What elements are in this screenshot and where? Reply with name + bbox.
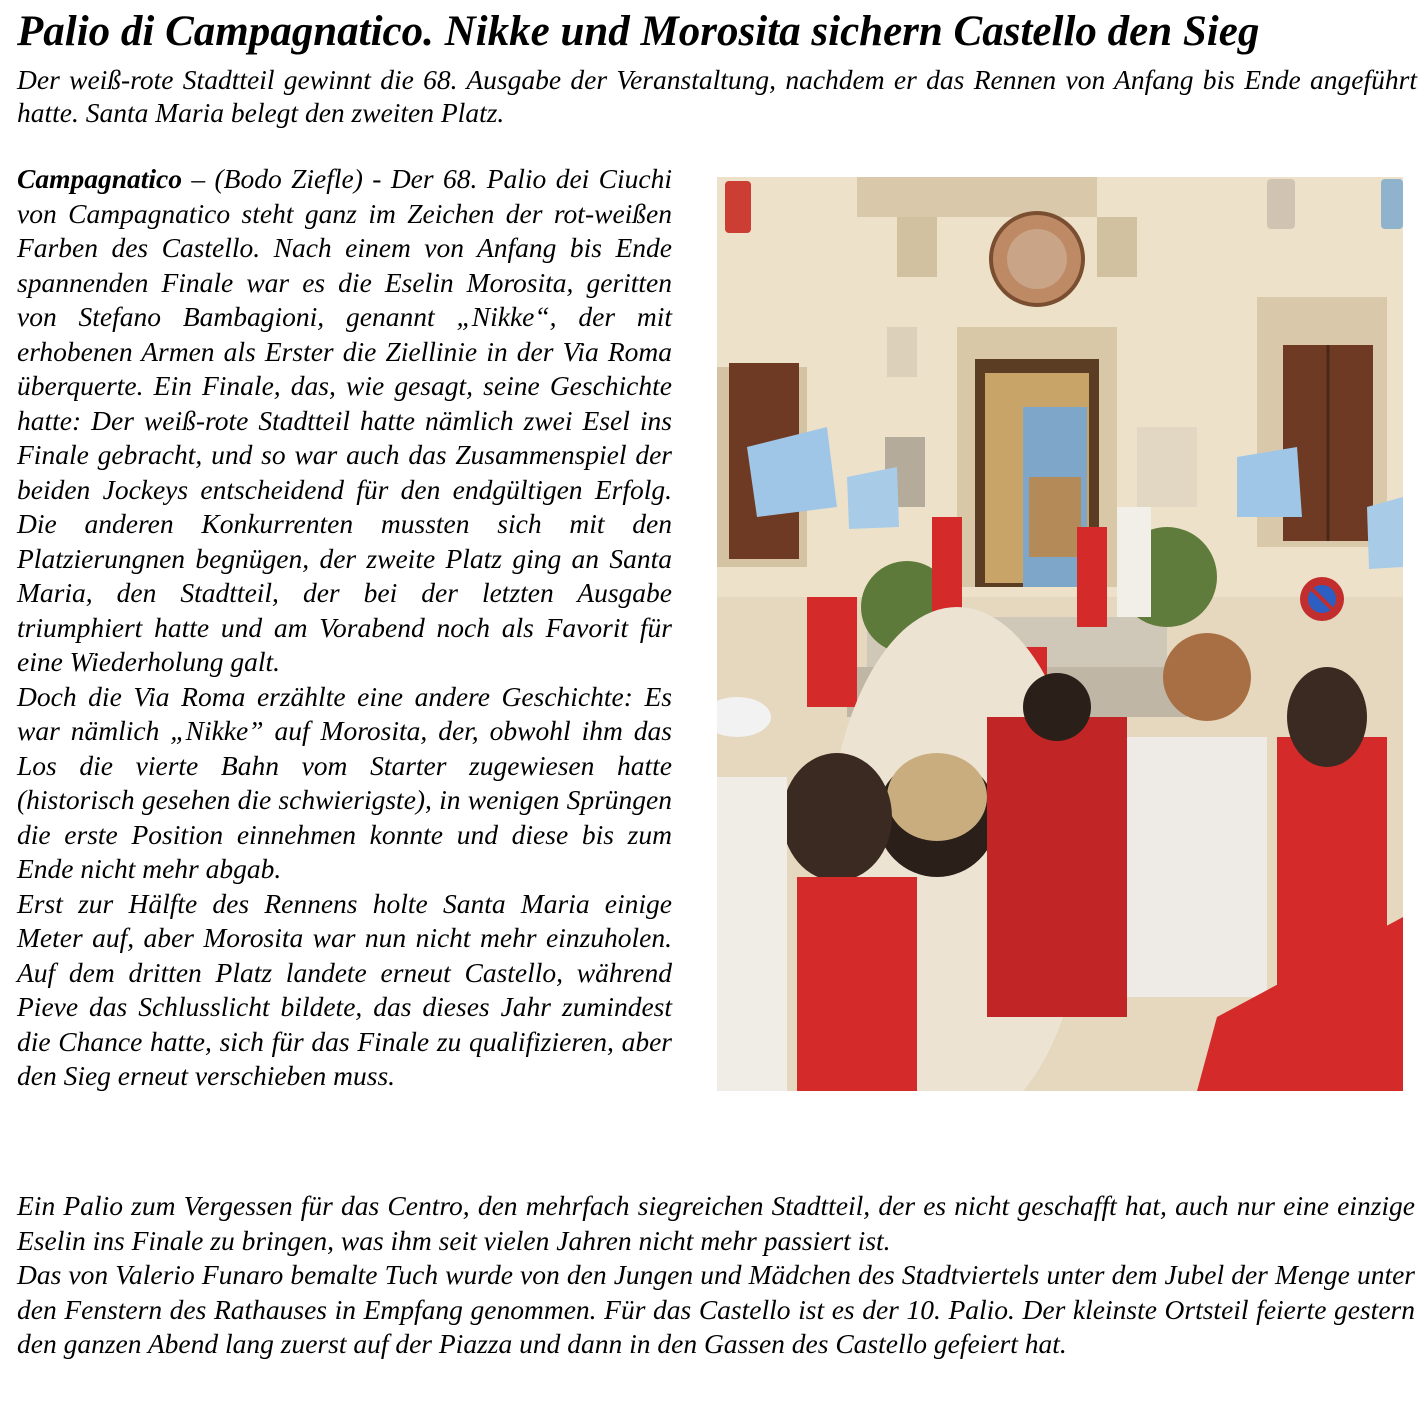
paragraph-5: Das von Valerio Funaro bemalte Tuch wurde von den Jungen und Mädchen des Stadtviertels unter dem Jubel der Menge unter den Fenstern des Rathauses in Empfang genommen. Für das Castello ist es der 10. Palio. Der kleinste Ortsteil feierte gestern den ganzen Abend lang zuerst auf der Piazza und dann in den Gassen des Castello gefeiert hat. [17,1259,1415,1359]
dateline: Campagnatico [17,163,183,194]
photo-person-red [807,597,857,707]
photo-celebration-scene [717,177,1403,1091]
article-photo [717,177,1403,1091]
article-subheadline: Der weiß-rote Stadtteil gewinnt die 68. Ausgabe der Veranstaltung, nachdem er das Rennen von Anfang bis Ende angeführt hatte. Santa Maria belegt den zweiten Platz. [17,64,1417,128]
article-headline: Palio di Campagnatico. Nikke und Morosita sichern Castello den Sieg [17,8,1260,55]
photo-flag-blue-white-2 [1237,447,1302,517]
paragraph-3: Erst zur Hälfte des Rennens holte Santa Maria einige Meter auf, aber Morosita war nun nicht mehr einzuholen. Auf dem dritten Platz landete erneut Castello, während Pieve das Schlusslicht bildete, das dieses Jahr zumindest die Chance hatte, sich für das Finale zu qualifizieren, aber den Sieg erneut verschieben muss. [17,887,672,1091]
paragraph-4: Ein Palio zum Vergessen für das Centro, den mehrfach siegreichen Stadtteil, der es nicht geschafft hat, auch nur eine einzige Eselin ins Finale zu bringen, was ihm seit vielen Jahren nicht mehr passiert ist. [17,1190,1415,1256]
article-body-left-column [17,162,672,1094]
paragraph-1-text: – (Bodo Ziefle) - Der 68. Palio dei Ciuchi von Campagnatico steht ganz im Zeichen der rot-weißen Farben des Castello. Nach einem von Anfang bis Ende spannenden Finale war es die Eselin Morosita, geritten von Stefano Bambagioni, genannt „Nikke“, der mit erhobenen Armen als Erster die Ziellinie in der Via Roma überquerte. Ein Finale, das, wie gesagt, seine Geschichte hatte: Der weiß-rote Stadtteil hatte nämlich zwei Esel ins Finale gebracht, und so war auch das Zusammenspiel der beiden Jockeys entscheidend für den endgültigen Erfolg. Die anderen Konkurrenten mussten sich mit den Platzierungnen begnügen, der zweite Platz ging an Santa Maria, den Stadtteil, der bei der letzten Ausgabe triumphiert hatte und am Vorabend noch als Favorit für eine Wiederholung galt. [17,163,672,677]
article-body-full-width [17,1189,1415,1362]
photo-man-red-jacket [987,717,1127,1017]
paragraph-2: Doch die Via Roma erzählte eine andere Geschichte: Es war nämlich „Nikke” auf Morosita, der, obwohl ihm das Los die vierte Bahn vom Starter zugewiesen hatte (historisch gesehen die schwierigste), in wenigen Sprüngen die erste Position einnehmen konnte und diese bis zum Ende nicht mehr abgab. [17,680,672,884]
paragraph-1 [17,162,672,680]
photo-man-white-shirt [1127,737,1267,997]
photo-flag-crest-left [725,181,751,233]
